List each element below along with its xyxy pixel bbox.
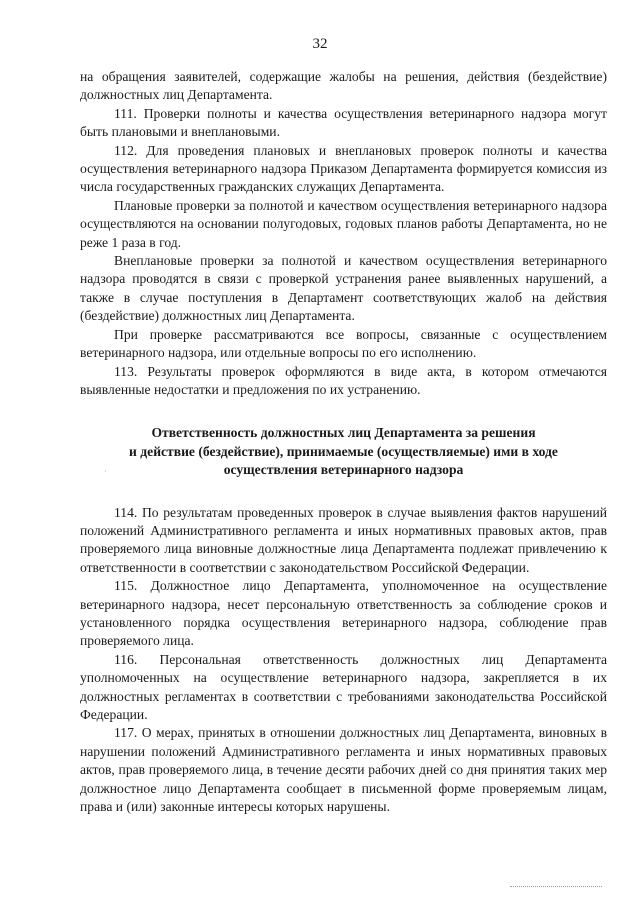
scan-artifact-mark: · — [104, 467, 107, 476]
paragraph-117: 117. О мерах, принятых в отношении должностных лиц Департамента, виновных в нарушении положений Административного регламента и иных нормативных правовых актов, прав проверяемого лица, в течение десяти рабочих дней со дня принятия таких мер должностное лицо Департамента сообщает в письменной форме проверяемым лицам, права и (или) законные интересы которых нарушены. — [80, 725, 607, 815]
section-heading-line: Ответственность должностных лиц Департамента за решения — [151, 425, 536, 441]
paragraph-116: 116. Персональная ответственность должностных лиц Департамента уполномоченных на осуществление ветеринарного надзора, закрепляется в их должностных регламентах в соответствии с требованиями законодательства Российской Федерации. — [80, 651, 607, 722]
paragraph-unplanned-checks: Внеплановые проверки за полнотой и качеством осуществления ветеринарного надзора проводятся в связи с проверкой устранения ранее выявленных нарушений, а также в случае поступления в Департамент соответствующих жалоб на действия (бездействие) должностных лиц Департамента. — [80, 253, 607, 324]
section-heading-line: и действие (бездействие), принимаемые (осуществляемые) ими в ходе — [129, 443, 558, 459]
paragraph-planned-checks: Плановые проверки за полнотой и качеством осуществления ветеринарного надзора осуществляются на основании полугодовых, годовых планов работы Департамента, но не реже 1 раза в год. — [80, 197, 607, 250]
paragraph-115: 115. Должностное лицо Департамента, уполномоченное на осуществление ветеринарного надзора, несет персональную ответственность за соблюдение сроков и установленного порядка осуществления ветеринарного надзора, соблюдение прав проверяемого лица. — [80, 578, 607, 649]
paragraph-114: 114. По результатам проведенных проверок в случае выявления фактов нарушений положений Административного регламента и иных нормативных правовых актов, прав проверяемого лица виновные должностные лица Департамента подлежат привлечению к ответственности в соответствии с законодательством Российской Федерации. — [80, 504, 607, 575]
section-heading-line: осуществления ветеринарного надзора — [223, 462, 464, 478]
paragraph-112: 112. Для проведения плановых и внеплановых проверок полноты и качества осуществления ветеринарного надзора Приказом Департамента формируется комиссия из числа государственных гражданских служащих Департамента. — [80, 142, 607, 195]
page-number: 32 — [312, 36, 328, 52]
section-heading — [80, 424, 607, 479]
paragraph-check-scope: При проверке рассматриваются все вопросы, связанные с осуществлением ветеринарного надзора, или отдельные вопросы по его исполнению. — [80, 326, 607, 361]
scan-artifact-dots — [510, 886, 602, 887]
paragraph-113: 113. Результаты проверок оформляются в виде акта, в котором отмечаются выявленные недостатки и предложения по их устранению. — [80, 363, 607, 397]
paragraph-111: 111. Проверки полноты и качества осуществления ветеринарного надзора могут быть плановыми и внеплановыми. — [80, 105, 607, 140]
document-body — [80, 68, 607, 816]
paragraph-continuation: на обращения заявителей, содержащие жалобы на решения, действия (бездействие) должностных лиц Департамента. — [80, 69, 607, 103]
